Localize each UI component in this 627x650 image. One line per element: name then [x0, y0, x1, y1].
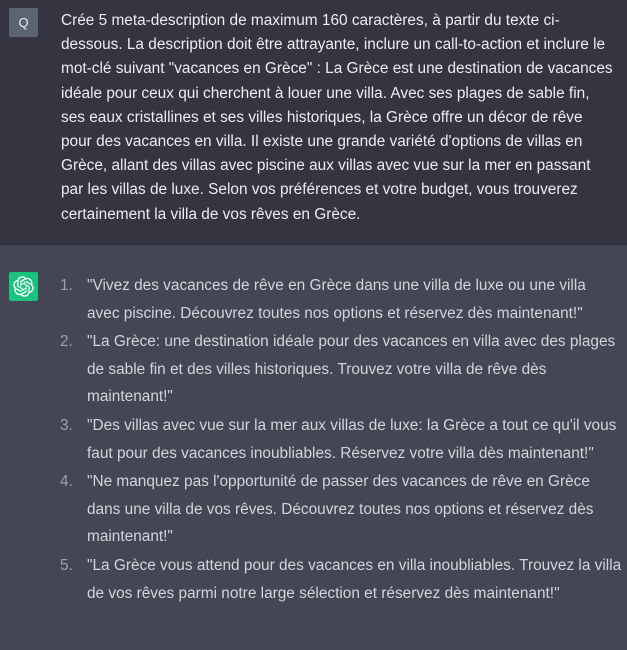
- list-item: [60, 272, 622, 327]
- list-item: [60, 552, 622, 607]
- list-item-text: "La Grèce vous attend pour des vacances en villa inoubliables. Trouvez la villa de vos rêves parmi notre large sélection et réservez dès maintenant!": [87, 556, 622, 602]
- list-item-text: "Des villas avec vue sur la mer aux villas de luxe: la Grèce a tout ce qu'il vous faut pour des vacances inoubliables. Réservez votre villa dès maintenant!": [87, 416, 617, 462]
- list-item-number: 4.: [60, 473, 73, 491]
- user-avatar: Q: [9, 8, 38, 37]
- list-item-number: 1.: [60, 277, 73, 294]
- list-item-text: "Ne manquez pas l'opportunité de passer des vacances de rêve en Grèce dans une villa de vos rêves. Découvrez toutes nos options et réservez dès maintenant!": [87, 473, 594, 546]
- assistant-message: [0, 245, 627, 650]
- list-item-text: "La Grèce: une destination idéale pour des vacances en villa avec des plages de sable fin et des villes historiques. Trouvez votre villa de rêve dès maintenant!": [87, 333, 616, 406]
- list-item: [60, 328, 622, 411]
- user-message-text: Crée 5 meta-description de maximum 160 caractères, à partir du texte ci-dessous. La description doit être attrayante, inclure un call-to-action et inclure le mot-clé suivant "vacances en Grèce" : La Grèce est une destination de vacances idéale pour ceux qui cherchent à louer une villa. Avec ses plages de sable fin, ses eaux cristallines et ses villes historiques, la Grèce offre un décor de rêve pour des vacances en villa. Il existe une grande variété d'options de villas en Grèce, allant des villas avec piscine aux villas avec vue sur la mer en passant par les villas de luxe. Selon vos préférences et votre budget, vous trouverez certainement la villa de vos rêves en Grèce.: [61, 12, 613, 223]
- list-item-number: 5.: [60, 556, 73, 574]
- user-message: [0, 0, 627, 245]
- answer-list: [60, 272, 622, 607]
- list-item-number: 3.: [60, 416, 73, 434]
- list-item-text: "Vivez des vacances de rêve en Grèce dans une villa de luxe ou une villa avec piscine. Découvrez toutes nos options et réservez dès maintenant!": [87, 277, 586, 322]
- openai-logo-icon: [9, 272, 38, 301]
- list-item: [60, 468, 622, 551]
- list-item-number: 2.: [60, 333, 73, 351]
- list-item: [60, 412, 622, 467]
